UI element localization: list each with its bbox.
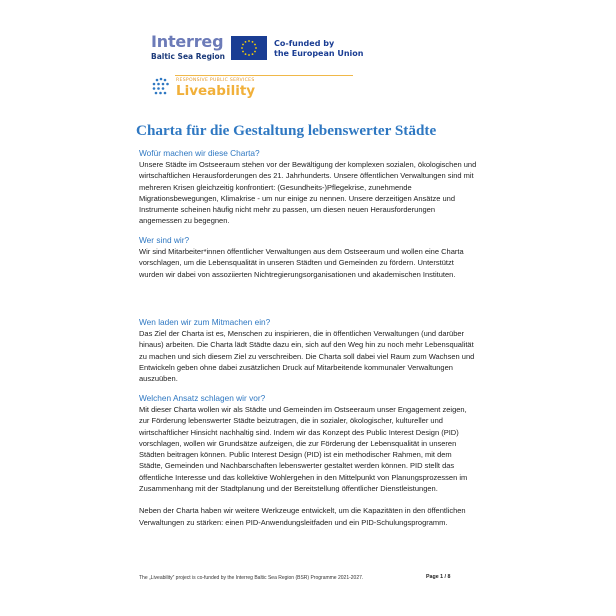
liveability-divider: [175, 75, 353, 76]
page-title: Charta für die Gestaltung lebenswerter Städte: [136, 122, 437, 139]
footer-note: The „Liveability” project is co-funded by the Interreg Baltic Sea Region (BSR) Programme 2021-2027.: [139, 575, 364, 581]
section-heading: Wer sind wir?: [139, 235, 190, 245]
cofunded-line-2: the European Union: [274, 49, 364, 58]
liveability-tagline: RESPONSIVE PUBLIC SERVICES: [176, 78, 255, 83]
section-paragraph: Mit dieser Charta wollen wir als Städte und Gemeinden im Ostseeraum unser Engagement zeigen, zur Förderung lebenswerter Städte beizutragen, die in sozialer, ökologischer, kultureller und wirtschaftlicher Hinsicht nachhaltig sind. Indem wir das Konzept des Public Interest Design (PID) vorschlagen, wollen wir Grundsätze aufzeigen, die zur Förderung der Lebensqualität in unseren Städten beitragen können. Public Interest Design (PID) ist ein methodischer Rahmen, mit dem Städte, Gemeinden und Nachbarschaften lebenswerter gestaltet werden können. PID stellt das öffentliche Interesse und das kollektive Wohlergehen in den Mittelpunkt von Planungsprozessen im Zusammenhang mit der Stadtplanung und der Bereitstellung öffentlicher Dienstleistungen.: [139, 405, 468, 494]
section-paragraph: Das Ziel der Charta ist es, Menschen zu inspirieren, die in öffentlichen Verwaltungen (und darüber hinaus) arbeiten. Die Charta lädt Städte dazu ein, sich auf den Weg hin zu noch mehr Lebensqualität zu machen und sich diesem Ziel zu verschreiben. Die Charta soll dabei viel Raum zum Wachsen und Entwickeln geben ohne dabei zusätzlichen Druck auf Mitarbeitende kommunaler Verwaltungen auszuüben.: [139, 329, 475, 384]
section-who: [139, 235, 477, 280]
cofunded-label: [274, 39, 364, 59]
interreg-wordmark: Interreg: [151, 32, 224, 51]
eu-flag-icon: [231, 36, 267, 60]
interreg-logo: [151, 32, 226, 61]
liveability-dots-icon: [151, 76, 173, 98]
section-invite: [139, 317, 477, 384]
page-number: Page 1 / 8: [426, 574, 451, 580]
section-heading: Wen laden wir zum Mitmachen ein?: [139, 317, 271, 327]
liveability-wordmark: Liveability: [176, 83, 256, 99]
section-heading: Welchen Ansatz schlagen wir vor?: [139, 393, 266, 403]
interreg-region: Baltic Sea Region: [151, 52, 226, 61]
section-paragraph: Neben der Charta haben wir weitere Werkzeuge entwickelt, um die Kapazitäten in den öffentlichen Verwaltungen zu stärken: einen PID-Anwendungsleitfaden und ein PID-Schulungsprogramm.: [139, 506, 466, 527]
section-why: [139, 148, 477, 227]
section-heading: Wofür machen wir diese Charta?: [139, 148, 260, 158]
section-approach: [139, 393, 477, 528]
section-paragraph: Unsere Städte im Ostseeraum stehen vor der Bewältigung der komplexen sozialen, ökologischen und wirtschaftlichen Herausforderungen des 21. Jahrhunderts. Unsere öffentlichen Verwaltungen sind mit mehreren Krisen gleichzeitig konfrontiert: (Gesundheits-)Pflegekrise, zunehmende Migrationsbewegungen, Klimakrise - um nur einige zu nennen. Unsere derzeitigen Ansätze und Instrumente scheinen häufig nicht mehr zu passen, um diesen neuen Herausforderungen angemessen zu begegnen.: [139, 160, 477, 226]
section-paragraph: Wir sind Mitarbeiter*innen öffentlicher Verwaltungen aus dem Ostseeraum und wollen eine Charta vorschlagen, um die Lebensqualität in unseren Städten und Gemeinden zu fördern. Unterstützt wurden wir dabei von assoziierten Nichtregierungsorganisationen und akademischen Instituten.: [139, 247, 464, 279]
cofunded-line-1: Co-funded by: [274, 39, 335, 48]
